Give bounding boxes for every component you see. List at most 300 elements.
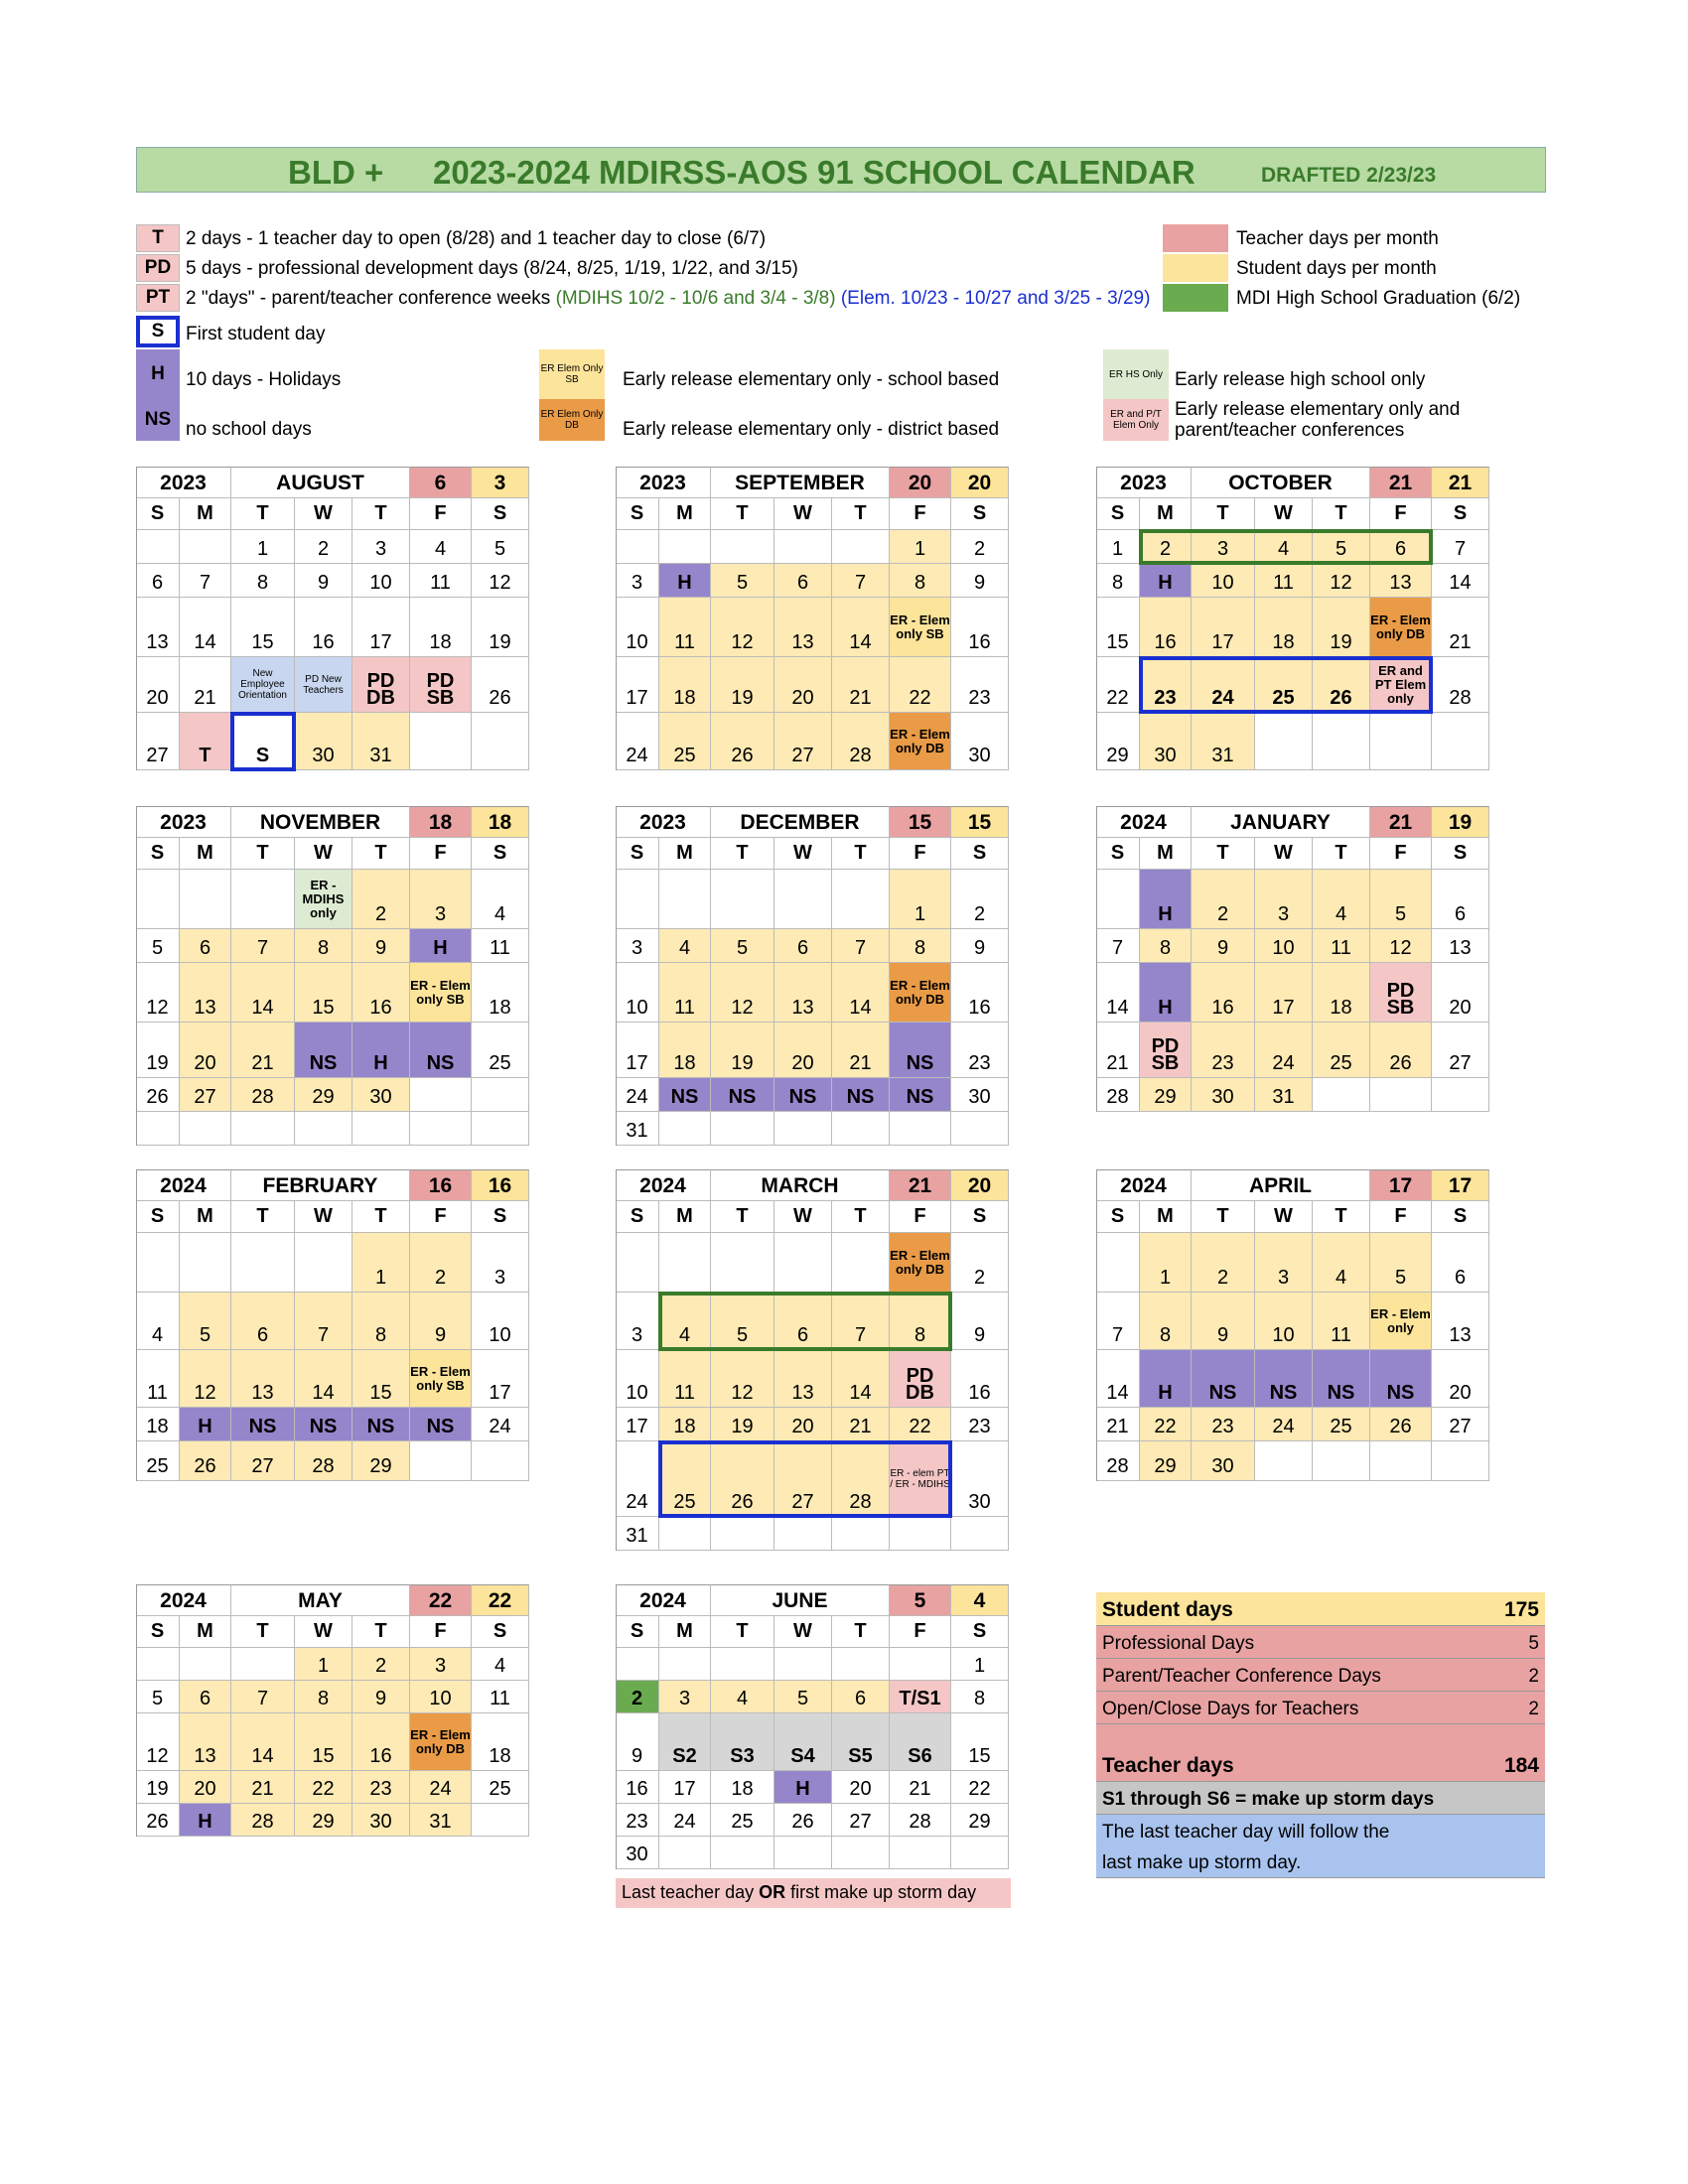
day-cell: 13 <box>1432 929 1489 963</box>
day-cell: 28 <box>231 1078 295 1112</box>
month-border <box>1096 806 1097 1112</box>
weekday-label: T <box>352 1616 410 1648</box>
day-cell: NS <box>410 1023 472 1078</box>
day-cell: 1 <box>1140 1233 1192 1293</box>
day-cell: 16 <box>295 598 352 657</box>
day-cell: 26 <box>711 1441 774 1517</box>
day-cell: 29 <box>1140 1441 1192 1481</box>
day-cell: 21 <box>231 1771 295 1804</box>
day-cell: 18 <box>659 657 711 713</box>
empty-day-cell <box>890 1648 951 1681</box>
empty-day-cell <box>1432 1078 1489 1112</box>
weekday-label: F <box>1370 1201 1432 1233</box>
month-teacher-days: 20 <box>890 467 951 498</box>
day-cell: 2 <box>951 870 1009 929</box>
day-cell: ER - Elem only SB <box>410 963 472 1023</box>
day-cell: 8 <box>1140 1293 1192 1350</box>
day-cell: 1 <box>890 530 951 564</box>
day-cell: 12 <box>711 1350 774 1408</box>
day-cell: H <box>1140 564 1192 598</box>
empty-day-cell <box>659 1233 711 1293</box>
weekday-label: T <box>231 838 295 870</box>
day-cell: 13 <box>774 963 832 1023</box>
day-cell: 19 <box>1313 598 1370 657</box>
day-cell: 10 <box>352 564 410 598</box>
day-cell: 1 <box>231 530 295 564</box>
highlight-box <box>658 1440 952 1518</box>
day-cell: 12 <box>136 963 180 1023</box>
weekday-label: T <box>711 1616 774 1648</box>
day-cell: 28 <box>832 713 890 770</box>
day-cell: 8 <box>295 929 352 963</box>
day-cell: 13 <box>774 1350 832 1408</box>
day-cell: 4 <box>136 1293 180 1350</box>
empty-day-cell <box>832 530 890 564</box>
weekday-label: T <box>1313 1201 1370 1233</box>
empty-day-cell <box>890 1517 951 1551</box>
weekday-label: T <box>352 1201 410 1233</box>
day-cell: 31 <box>616 1112 659 1146</box>
day-cell: PD SB <box>1140 1023 1192 1078</box>
day-cell: 8 <box>231 564 295 598</box>
empty-day-cell <box>410 713 472 770</box>
weekday-label: M <box>1140 838 1192 870</box>
day-cell: 25 <box>1255 657 1313 713</box>
day-cell: 14 <box>295 1350 352 1408</box>
month-student-days: 19 <box>1432 806 1489 838</box>
day-cell: H <box>1140 1350 1192 1408</box>
day-cell: 25 <box>136 1441 180 1481</box>
summary-pd-value: 5 <box>1528 1633 1539 1654</box>
weekday-label: S <box>136 498 180 530</box>
legend-code-h: H <box>136 349 180 399</box>
summary-open-close-label: Open/Close Days for Teachers <box>1102 1699 1359 1719</box>
month-border <box>616 1584 617 1869</box>
weekday-label: S <box>616 838 659 870</box>
day-cell: 3 <box>1192 530 1255 564</box>
legend-teacher-days: Teacher days per month <box>1236 228 1439 249</box>
day-cell: 27 <box>774 713 832 770</box>
day-cell: 19 <box>136 1771 180 1804</box>
weekday-label: W <box>295 1616 352 1648</box>
day-cell: 18 <box>472 1713 529 1771</box>
day-cell: 4 <box>711 1681 774 1713</box>
day-cell: 5 <box>774 1681 832 1713</box>
weekday-label: F <box>890 838 951 870</box>
day-cell: 30 <box>352 1078 410 1112</box>
day-cell: 19 <box>711 657 774 713</box>
day-cell: 13 <box>180 963 231 1023</box>
day-cell: 29 <box>352 1441 410 1481</box>
day-cell: 17 <box>1192 598 1255 657</box>
day-cell: 18 <box>659 1023 711 1078</box>
empty-day-cell <box>231 1233 295 1293</box>
weekday-label: T <box>1313 838 1370 870</box>
empty-day-cell <box>711 1233 774 1293</box>
month-border <box>136 1584 137 1837</box>
empty-day-cell <box>295 1233 352 1293</box>
day-cell: 7 <box>1096 1293 1140 1350</box>
empty-day-cell <box>180 870 231 929</box>
day-cell: 7 <box>295 1293 352 1350</box>
day-cell: 16 <box>352 963 410 1023</box>
day-cell: 19 <box>472 598 529 657</box>
day-cell: PD New Teachers <box>295 657 352 713</box>
weekday-label: S <box>951 1201 1009 1233</box>
day-cell: 29 <box>295 1804 352 1837</box>
day-cell: 11 <box>136 1350 180 1408</box>
month-name: DECEMBER <box>711 806 890 838</box>
day-cell: 5 <box>711 564 774 598</box>
weekday-label: F <box>890 498 951 530</box>
legend-er-hs-text: Early release high school only <box>1175 369 1426 390</box>
day-cell: 14 <box>180 598 231 657</box>
day-cell: PD SB <box>410 657 472 713</box>
day-cell: S5 <box>832 1713 890 1771</box>
day-cell: 6 <box>1432 870 1489 929</box>
day-cell: 7 <box>231 929 295 963</box>
weekday-label: W <box>774 498 832 530</box>
day-cell: 9 <box>951 1293 1009 1350</box>
day-cell: 30 <box>1140 713 1192 770</box>
empty-day-cell <box>410 1078 472 1112</box>
day-cell: 17 <box>616 1023 659 1078</box>
day-cell: 18 <box>1313 963 1370 1023</box>
empty-day-cell <box>472 1804 529 1837</box>
day-cell: 23 <box>616 1804 659 1837</box>
day-cell: 5 <box>180 1293 231 1350</box>
day-cell: 19 <box>136 1023 180 1078</box>
day-cell: 15 <box>295 1713 352 1771</box>
day-cell: NS <box>1192 1350 1255 1408</box>
day-cell: NS <box>1255 1350 1313 1408</box>
day-cell: 26 <box>136 1804 180 1837</box>
summary-pd <box>1096 1626 1545 1659</box>
day-cell: 1 <box>352 1233 410 1293</box>
day-cell: 2 <box>352 870 410 929</box>
empty-day-cell <box>231 870 295 929</box>
day-cell: 6 <box>832 1681 890 1713</box>
day-cell: 12 <box>136 1713 180 1771</box>
month-border <box>1096 1169 1097 1481</box>
day-cell: PD DB <box>890 1350 951 1408</box>
empty-day-cell <box>231 1648 295 1681</box>
legend-code-pd: PD <box>136 254 180 282</box>
empty-day-cell <box>890 1112 951 1146</box>
day-cell: NS <box>1313 1350 1370 1408</box>
weekday-label: S <box>136 1201 180 1233</box>
month-year: 2024 <box>136 1169 231 1201</box>
empty-day-cell <box>136 1648 180 1681</box>
title-prefix: BLD + <box>288 154 384 191</box>
month-year: 2023 <box>136 467 231 498</box>
day-cell: 7 <box>832 564 890 598</box>
day-cell: 5 <box>136 929 180 963</box>
day-cell: 30 <box>1192 1078 1255 1112</box>
empty-day-cell <box>711 1517 774 1551</box>
day-cell: 24 <box>1255 1408 1313 1441</box>
month-student-days: 3 <box>472 467 529 498</box>
month-student-days: 21 <box>1432 467 1489 498</box>
day-cell: 13 <box>1370 564 1432 598</box>
day-cell: 25 <box>1313 1023 1370 1078</box>
day-cell: 17 <box>616 657 659 713</box>
month-border <box>616 806 617 1146</box>
day-cell: 26 <box>774 1804 832 1837</box>
day-cell: 15 <box>951 1713 1009 1771</box>
empty-day-cell <box>472 1441 529 1481</box>
day-cell: 8 <box>890 564 951 598</box>
month-border <box>1096 467 1097 770</box>
month-teacher-days: 15 <box>890 806 951 838</box>
day-cell: 13 <box>136 598 180 657</box>
highlight-box <box>1139 656 1433 714</box>
day-cell: 3 <box>410 870 472 929</box>
weekday-label: S <box>1432 838 1489 870</box>
day-cell: 16 <box>951 963 1009 1023</box>
day-cell: 22 <box>1140 1408 1192 1441</box>
june-note-a: Last teacher day <box>622 1882 760 1902</box>
legend-graduation: MDI High School Graduation (6/2) <box>1236 288 1521 309</box>
empty-day-cell <box>180 1112 231 1146</box>
day-cell: 11 <box>472 1681 529 1713</box>
day-cell: 7 <box>1096 929 1140 963</box>
day-cell: 14 <box>1096 1350 1140 1408</box>
day-cell: 25 <box>659 1441 711 1517</box>
day-cell: 30 <box>951 1441 1009 1517</box>
june-note-or: OR <box>759 1882 786 1902</box>
weekday-label: M <box>659 838 711 870</box>
day-cell: 5 <box>472 530 529 564</box>
day-cell: 20 <box>136 657 180 713</box>
day-cell: H <box>1140 870 1192 929</box>
day-cell: 7 <box>1432 530 1489 564</box>
day-cell: 10 <box>472 1293 529 1350</box>
day-cell: 17 <box>1255 963 1313 1023</box>
month-teacher-days: 22 <box>410 1584 472 1616</box>
day-cell: 8 <box>1140 929 1192 963</box>
weekday-label: M <box>180 1616 231 1648</box>
day-cell: 12 <box>180 1350 231 1408</box>
day-cell: 22 <box>890 1408 951 1441</box>
day-cell: 11 <box>472 929 529 963</box>
empty-day-cell <box>951 1112 1009 1146</box>
day-cell: 23 <box>1140 657 1192 713</box>
day-cell: 20 <box>774 657 832 713</box>
day-cell: 9 <box>295 564 352 598</box>
month-teacher-days: 21 <box>1370 467 1432 498</box>
summary-open-close <box>1096 1692 1545 1724</box>
empty-day-cell <box>136 1233 180 1293</box>
day-cell: NS <box>711 1078 774 1112</box>
day-cell: 18 <box>1255 598 1313 657</box>
day-cell: 14 <box>832 598 890 657</box>
day-cell: 10 <box>1255 929 1313 963</box>
day-cell: 14 <box>231 963 295 1023</box>
month-border <box>136 1169 137 1481</box>
weekday-label: T <box>832 1201 890 1233</box>
day-cell: NS <box>832 1078 890 1112</box>
month-teacher-days: 17 <box>1370 1169 1432 1201</box>
day-cell: 6 <box>774 564 832 598</box>
empty-day-cell <box>659 1648 711 1681</box>
day-cell: 8 <box>890 1293 951 1350</box>
month-name: FEBRUARY <box>231 1169 410 1201</box>
legend-er-pt-text-2: parent/teacher conferences <box>1175 420 1405 441</box>
empty-day-cell <box>774 870 832 929</box>
day-cell: 1 <box>295 1648 352 1681</box>
day-cell: 29 <box>1140 1078 1192 1112</box>
day-cell: H <box>180 1804 231 1837</box>
day-cell: 18 <box>472 963 529 1023</box>
month-border <box>136 806 137 1146</box>
day-cell: 5 <box>711 929 774 963</box>
weekday-label: M <box>659 1201 711 1233</box>
empty-day-cell <box>352 1112 410 1146</box>
empty-day-cell <box>711 1837 774 1869</box>
month-student-days: 22 <box>472 1584 529 1616</box>
weekday-label: S <box>951 838 1009 870</box>
empty-day-cell <box>1313 1441 1370 1481</box>
empty-day-cell <box>136 870 180 929</box>
summary-student <box>1096 1592 1545 1626</box>
day-cell: 9 <box>1192 929 1255 963</box>
storm-note: S1 through S6 = make up storm days <box>1096 1782 1545 1815</box>
weekday-label: T <box>1192 1201 1255 1233</box>
empty-day-cell <box>711 1112 774 1146</box>
legend-student-swatch <box>1163 254 1228 282</box>
day-cell: NS <box>352 1408 410 1441</box>
weekday-label: W <box>774 838 832 870</box>
day-cell: H <box>1140 963 1192 1023</box>
day-cell: 4 <box>659 929 711 963</box>
day-cell: ER and PT Elem only <box>1370 657 1432 713</box>
day-cell: 7 <box>832 1293 890 1350</box>
month-student-days: 18 <box>472 806 529 838</box>
weekday-label: S <box>472 838 529 870</box>
empty-day-cell <box>832 1837 890 1869</box>
weekday-label: S <box>951 498 1009 530</box>
weekday-label: F <box>1370 498 1432 530</box>
day-cell: 21 <box>832 657 890 713</box>
day-cell: 25 <box>711 1804 774 1837</box>
day-cell: 10 <box>1255 1293 1313 1350</box>
day-cell: 2 <box>1140 530 1192 564</box>
month-name: MAY <box>231 1584 410 1616</box>
day-cell: 24 <box>659 1804 711 1837</box>
month-student-days: 20 <box>951 1169 1009 1201</box>
empty-day-cell <box>774 1517 832 1551</box>
day-cell: 9 <box>951 564 1009 598</box>
day-cell: 6 <box>774 929 832 963</box>
weekday-label: W <box>774 1616 832 1648</box>
day-cell: ER - Elem only <box>1370 1293 1432 1350</box>
empty-day-cell <box>616 530 659 564</box>
empty-day-cell <box>832 1517 890 1551</box>
day-cell: 31 <box>1192 713 1255 770</box>
day-cell: 16 <box>616 1771 659 1804</box>
weekday-label: M <box>180 838 231 870</box>
highlight-box <box>1139 529 1433 565</box>
title-banner <box>136 147 1546 193</box>
day-cell: 10 <box>616 963 659 1023</box>
day-cell: 4 <box>1313 1233 1370 1293</box>
day-cell: 21 <box>1096 1408 1140 1441</box>
day-cell: 3 <box>352 530 410 564</box>
empty-day-cell <box>1370 1441 1432 1481</box>
day-cell: ER - Elem only DB <box>1370 598 1432 657</box>
day-cell: 2 <box>410 1233 472 1293</box>
weekday-label: S <box>616 498 659 530</box>
day-cell: 27 <box>1432 1408 1489 1441</box>
day-cell: ER - elem PT / ER - MDIHS <box>890 1441 951 1517</box>
day-cell: 21 <box>890 1771 951 1804</box>
day-cell: 8 <box>295 1681 352 1713</box>
day-cell: 28 <box>832 1441 890 1517</box>
empty-day-cell <box>616 870 659 929</box>
legend-s-text: First student day <box>186 324 326 344</box>
day-cell: 27 <box>136 713 180 770</box>
month-teacher-days: 18 <box>410 806 472 838</box>
legend-ns-text: no school days <box>186 419 312 440</box>
day-cell: 28 <box>231 1804 295 1837</box>
day-cell: 15 <box>1096 598 1140 657</box>
empty-day-cell <box>472 1112 529 1146</box>
day-cell: 13 <box>774 598 832 657</box>
day-cell: ER - Elem only DB <box>890 963 951 1023</box>
day-cell: 20 <box>180 1023 231 1078</box>
day-cell: 21 <box>832 1023 890 1078</box>
empty-day-cell <box>711 1648 774 1681</box>
day-cell: 24 <box>1192 657 1255 713</box>
day-cell: 26 <box>180 1441 231 1481</box>
month-student-days: 15 <box>951 806 1009 838</box>
day-cell: 1 <box>1096 530 1140 564</box>
weekday-label: S <box>1432 1201 1489 1233</box>
day-cell: H <box>180 1408 231 1441</box>
day-cell: 4 <box>659 1293 711 1350</box>
summary-teacher-value: 184 <box>1503 1754 1539 1777</box>
summary-student-value: 175 <box>1503 1598 1539 1621</box>
day-cell: 8 <box>1096 564 1140 598</box>
day-cell: 22 <box>295 1771 352 1804</box>
day-cell: ER - Elem only SB <box>890 598 951 657</box>
day-cell: 30 <box>951 713 1009 770</box>
june-note-c: first make up storm day <box>785 1882 977 1902</box>
day-cell: 14 <box>832 963 890 1023</box>
day-cell: 30 <box>616 1837 659 1869</box>
month-name: AUGUST <box>231 467 410 498</box>
month-border <box>616 1169 617 1551</box>
day-cell: 11 <box>1313 929 1370 963</box>
day-cell: S4 <box>774 1713 832 1771</box>
weekday-label: S <box>1096 838 1140 870</box>
day-cell: 16 <box>1140 598 1192 657</box>
day-cell: 21 <box>1432 598 1489 657</box>
day-cell: 2 <box>1192 1233 1255 1293</box>
empty-day-cell <box>136 530 180 564</box>
day-cell: 24 <box>410 1771 472 1804</box>
legend-code-pt: PT <box>136 284 180 312</box>
day-cell: 4 <box>410 530 472 564</box>
weekday-label: T <box>352 498 410 530</box>
day-cell: 1 <box>890 870 951 929</box>
day-cell: 3 <box>616 1293 659 1350</box>
day-cell: 10 <box>1192 564 1255 598</box>
day-cell: 11 <box>410 564 472 598</box>
day-cell: NS <box>659 1078 711 1112</box>
month-teacher-days: 6 <box>410 467 472 498</box>
